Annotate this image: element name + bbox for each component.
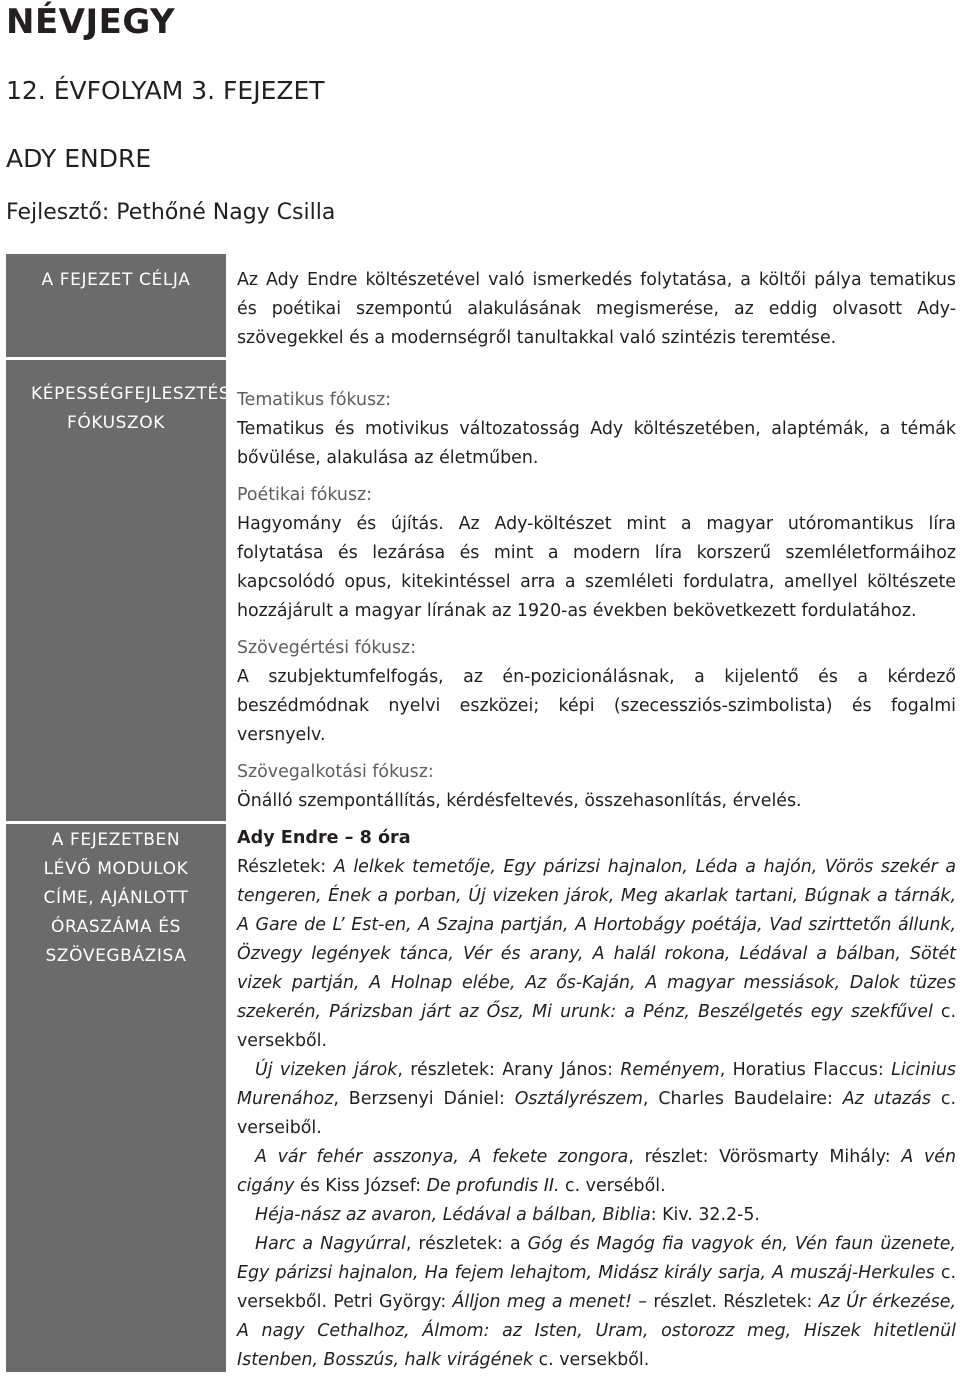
comprehension-focus-text: A szubjektumfelfogás, az én-pozicionálásnak, a kijelentő és a kérdező beszédmódnak nyelvi eszközei; képi (szecessziós-szimbolista) és fogalmi versnyelv. (237, 667, 956, 745)
poetic-focus-heading: Poétikai fókusz: (237, 485, 373, 505)
modules-label-box (6, 824, 226, 1372)
grade-chapter-heading: 12. ÉVFOLYAM 3. FEJEZET (6, 76, 325, 105)
goal-label-box (6, 254, 226, 357)
developer-line: Fejlesztő: Pethőné Nagy Csilla (6, 200, 336, 225)
goal-label: A FEJEZET CÉLJA (41, 270, 191, 290)
page-title: NÉVJEGY (6, 2, 176, 42)
focus-label: KÉPESSÉGFEJLESZTÉSI FÓKUSZOK (31, 384, 236, 433)
module-heading: Ady Endre – 8 óra (237, 828, 411, 848)
goal-section (237, 266, 956, 353)
module-paragraph: A vár fehér asszonya, A fekete zongora, részlet: Vörösmarty Mihály: A vén cigány és Kiss József: De profundis II. c. verséből. (237, 1147, 956, 1196)
modules-label: A FEJEZETBEN LÉVŐ MODULOK CÍME, AJÁNLOTT ÓRASZÁMA ÉS SZÖVEGBÁZISA (43, 830, 189, 966)
author-heading: ADY ENDRE (6, 144, 152, 173)
module-paragraph: Harc a Nagyúrral, részletek: a Góg és Magóg fia vagyok én, Vén faun üzenete, Egy párizsi hajnalon, Ha fejem lehajtom, Midász király sarja, A muszáj-Herkules c. versekből. Petri György: Álljon meg a menet! – részlet. Részletek: Az Úr érkezése, A nagy Cethalhoz, Álmom: az Isten, Uram, ostorozz meg, Hiszek hitetlenül Istenben, Bosszús, halk virágének c. versekből. (237, 1234, 957, 1370)
thematic-focus-text: Tematikus és motivikus változatosság Ady költészetében, alaptémák, a témák bővülése, alakulása az életműben. (237, 419, 956, 468)
module-paragraph: Héja-nász az avaron, Lédával a bálban, Biblia: Kiv. 32.2-5. (255, 1205, 760, 1225)
poetic-focus-text: Hagyomány és újítás. Az Ady-költészet mint a magyar utóromantikus líra folytatása és lezárása és mint a modern líra korszerű szemléletformáihoz kapcsolódó opus, kitekintéssel arra a szemléleti fordulatra, amellyel költészete hozzájárult a magyar lírának az 1920-as években bekövetkezett fordulatához. (237, 514, 956, 621)
modules-section (237, 824, 956, 1375)
comprehension-focus-heading: Szövegértési fókusz: (237, 638, 416, 658)
module-paragraph: Részletek: A lelkek temetője, Egy párizsi hajnalon, Léda a hajón, Vörös szekér a tengeren, Ének a porban, Új vizeken járok, Meg akarlak tartani, Búgnak a tárnák, A Gare de L’ Est-en, A Szajna partján, A Hortobágy poétája, Vad szirttetőn állunk, Özvegy legények tánca, Vér és arany, A halál rokona, Lédával a bálban, Sötét vizek partján, A Holnap elébe, Az ős-Kaján, A magyar messiások, Dalok tüzes szekerén, Párizsban járt az Ősz, Mi urunk: a Pénz, Beszélgetés egy szekfűvel c. versekből. (237, 857, 957, 1051)
composition-focus-heading: Szövegalkotási fókusz: (237, 762, 434, 782)
thematic-focus-heading: Tematikus fókusz: (237, 390, 392, 410)
focus-section (237, 386, 956, 816)
composition-focus-text: Önálló szempontállítás, kérdésfeltevés, összehasonlítás, érvelés. (237, 791, 802, 811)
module-paragraph: Új vizeken járok, részletek: Arany János: Reményem, Horatius Flaccus: Licinius Murenához, Berzsenyi Dániel: Osztályrészem, Charles Baudelaire: Az utazás c. verseiből. (237, 1060, 957, 1138)
goal-text: Az Ady Endre költészetével való ismerkedés folytatása, a költői pálya tematikus és poétikai szempontú alakulásának megismerése, az eddig olvasott Ady-szövegekkel és a modernségről tanultakkal való szintézis teremtése. (237, 270, 956, 348)
focus-label-box (6, 360, 236, 821)
